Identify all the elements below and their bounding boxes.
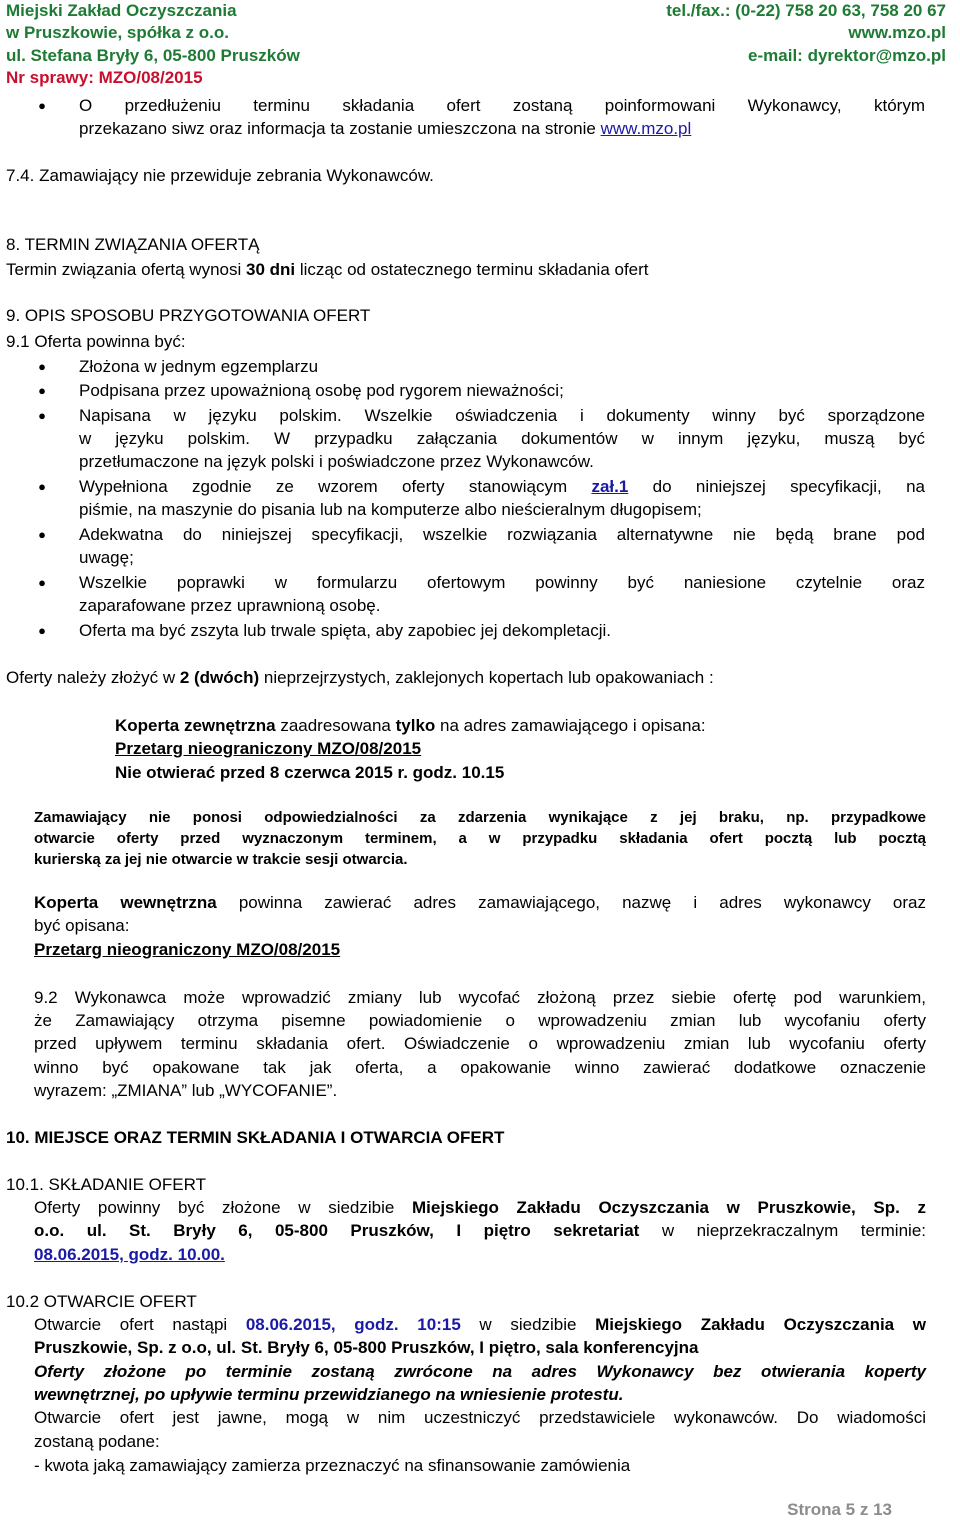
bullet-icon: ● xyxy=(38,383,46,398)
section-10-1-title: 10.1. SKŁADANIE OFERT xyxy=(6,1175,206,1194)
section-9-2-line3: przed upływem terminu składania ofert. Oświadczenie o wprowadzeniu zmian lub wycofaniu oferty xyxy=(34,1034,926,1053)
bullet-icon: ● xyxy=(38,408,46,423)
section-10-title: 10. MIEJSCE ORAZ TERMIN SKŁADANIA I OTWARCIA OFERT xyxy=(6,1128,505,1147)
bullet-icon: ● xyxy=(38,575,46,590)
outer-envelope: Koperta zewnętrzna zaadresowana tylko na adres zamawiającego i opisana: xyxy=(115,716,706,735)
section-10-2-line6: zostaną podane: xyxy=(34,1432,160,1451)
section-7-4: 7.4. Zamawiający nie przewiduje zebrania Wykonawców. xyxy=(6,166,434,185)
company-legal-form: w Pruszkowie, spółka z o.o. xyxy=(6,23,229,42)
section-9-2-line1: 9.2 Wykonawca może wprowadzić zmiany lub wycofać złożoną przez siebie ofertę pod warunkiem, xyxy=(34,988,926,1007)
section-10-1-line2: o.o. ul. St. Bryły 6, 05-800 Pruszków, I piętro sekretariat w nieprzekraczalnym terminie: xyxy=(34,1221,926,1240)
submission-deadline: 08.06.2015, godz. 10.00. xyxy=(34,1245,225,1264)
section-9-2-line4: winno być opakowane tak jak oferta, a opakowanie winno zawierać dodatkowe oznaczenie xyxy=(34,1058,926,1077)
section-10-2-line2: Pruszkowie, Sp. z o.o, ul. St. Bryły 6, 05-800 Pruszków, I piętro, sala konferencyjna xyxy=(34,1338,699,1357)
section-10-2-line3: Oferty złożone po terminie zostaną zwrócone na adres Wykonawcy bez otwierania koperty xyxy=(34,1362,926,1381)
do-not-open: Nie otwierać przed 8 czerwca 2015 r. godz. 10.15 xyxy=(115,763,505,782)
list-item: Złożona w jednym egzemplarzu xyxy=(79,357,319,376)
intro-bullet-line2: przekazano siwz oraz informacja ta zostanie umieszczona na stronie www.mzo.pl xyxy=(79,119,692,138)
inner-tender-label: Przetarg nieograniczony MZO/08/2015 xyxy=(34,940,341,959)
list-item-cont: w języku polskim. W przypadku załączania dokumentów w innym języku, muszą być xyxy=(79,429,925,448)
section-9-1: 9.1 Oferta powinna być: xyxy=(6,332,186,351)
liability-line2: otwarcie oferty przed wyznaczonym terminem, a w przypadku składania ofert pocztą lub pocztą xyxy=(34,830,926,847)
website-link[interactable]: www.mzo.pl xyxy=(848,23,946,42)
section-10-2-line4: wewnętrznej, po upływie terminu przewidzianego na wniesienie protestu. xyxy=(34,1385,624,1404)
mzo-link[interactable]: www.mzo.pl xyxy=(600,119,692,138)
phone-fax: tel./fax.: (0-22) 758 20 63, 758 20 67 xyxy=(666,1,946,20)
company-name: Miejski Zakład Oczyszczania xyxy=(6,1,237,20)
list-item-cont: uwagę; xyxy=(79,548,134,567)
inner-envelope-cont: być opisana: xyxy=(34,916,130,935)
liability-line3: kurierską za jej nie otwarcie w trakcie sesji otwarcia. xyxy=(34,851,408,868)
section-8-text: Termin związania ofertą wynosi 30 dni licząc od ostatecznego terminu składania ofert xyxy=(6,260,649,279)
list-item: Napisana w języku polskim. Wszelkie oświadczenia i dokumenty winny być sporządzone xyxy=(79,406,925,425)
list-item-cont: przetłumaczone na język polski i poświadczone przez Wykonawców. xyxy=(79,452,594,471)
inner-envelope: Koperta wewnętrzna powinna zawierać adres zamawiającego, nazwę i adres wykonawcy oraz xyxy=(34,893,926,912)
list-item: Podpisana przez upoważnioną osobę pod rygorem nieważności; xyxy=(79,381,564,400)
bullet-icon: ● xyxy=(38,98,46,113)
case-number: Nr sprawy: MZO/08/2015 xyxy=(6,68,203,87)
section-10-2-title: 10.2 OTWARCIE OFERT xyxy=(6,1292,197,1311)
list-item-cont: piśmie, na maszynie do pisania lub na komputerze albo nieścieralnym długopisem; xyxy=(79,500,702,519)
envelopes-intro: Oferty należy złożyć w 2 (dwóch) nieprzejrzystych, zaklejonych kopertach lub opakowaniach : xyxy=(6,668,714,687)
outer-tender-label: Przetarg nieograniczony MZO/08/2015 xyxy=(115,739,422,758)
email-link[interactable]: e-mail: dyrektor@mzo.pl xyxy=(748,46,946,65)
bullet-icon: ● xyxy=(38,623,46,638)
liability-line1: Zamawiający nie ponosi odpowiedzialności za zdarzenia wynikające z jej braku, np. przypadkowe xyxy=(34,809,926,826)
section-10-2-line5: Otwarcie ofert jest jawne, mogą w nim uczestniczyć przedstawiciele wykonawców. Do wiadomości xyxy=(34,1408,926,1427)
list-item-cont: zaparafowane przez uprawnioną osobę. xyxy=(79,596,381,615)
section-9-2-line5: wyrazem: „ZMIANA” lub „WYCOFANIE”. xyxy=(34,1081,338,1100)
section-10-1-line1: Oferty powinny być złożone w siedzibie Miejskiego Zakładu Oczyszczania w Pruszkowie, Sp. z xyxy=(34,1198,926,1217)
section-9-title: 9. OPIS SPOSOBU PRZYGOTOWANIA OFERT xyxy=(6,306,371,325)
attachment-1-link[interactable]: zał.1 xyxy=(591,477,629,496)
section-9-2-line2: że Zamawiający otrzyma pisemne powiadomienie o wprowadzeniu zmian lub wycofaniu oferty xyxy=(34,1011,926,1030)
bullet-icon: ● xyxy=(38,359,46,374)
section-10-2-line7: - kwota jaką zamawiający zamierza przeznaczyć na sfinansowanie zamówienia xyxy=(34,1456,631,1475)
list-item: Adekwatna do niniejszej specyfikacji, wszelkie rozwiązania alternatywne nie będą brane pod xyxy=(79,525,925,544)
section-8-title: 8. TERMIN ZWIĄZANIA OFERTĄ xyxy=(6,235,260,254)
list-item: Wszelkie poprawki w formularzu ofertowym powinny być naniesione czytelnie oraz xyxy=(79,573,925,592)
section-10-2-line1: Otwarcie ofert nastąpi 08.06.2015, godz. 10:15 w siedzibie Miejskiego Zakładu Oczyszczania w xyxy=(34,1315,927,1334)
list-item: Oferta ma być zszyta lub trwale spięta, aby zapobiec jej dekompletacji. xyxy=(79,621,611,640)
bullet-icon: ● xyxy=(38,479,46,494)
list-item: Wypełniona zgodnie ze wzorem oferty stanowiącym zał.1 do niniejszej specyfikacji, na xyxy=(79,477,925,496)
bullet-icon: ● xyxy=(38,527,46,542)
company-address: ul. Stefana Bryły 6, 05-800 Pruszków xyxy=(6,46,300,65)
page-number: Strona 5 z 13 xyxy=(787,1500,892,1519)
intro-bullet-line1: O przedłużeniu terminu składania ofert zostaną poinformowani Wykonawcy, którym xyxy=(79,96,925,115)
